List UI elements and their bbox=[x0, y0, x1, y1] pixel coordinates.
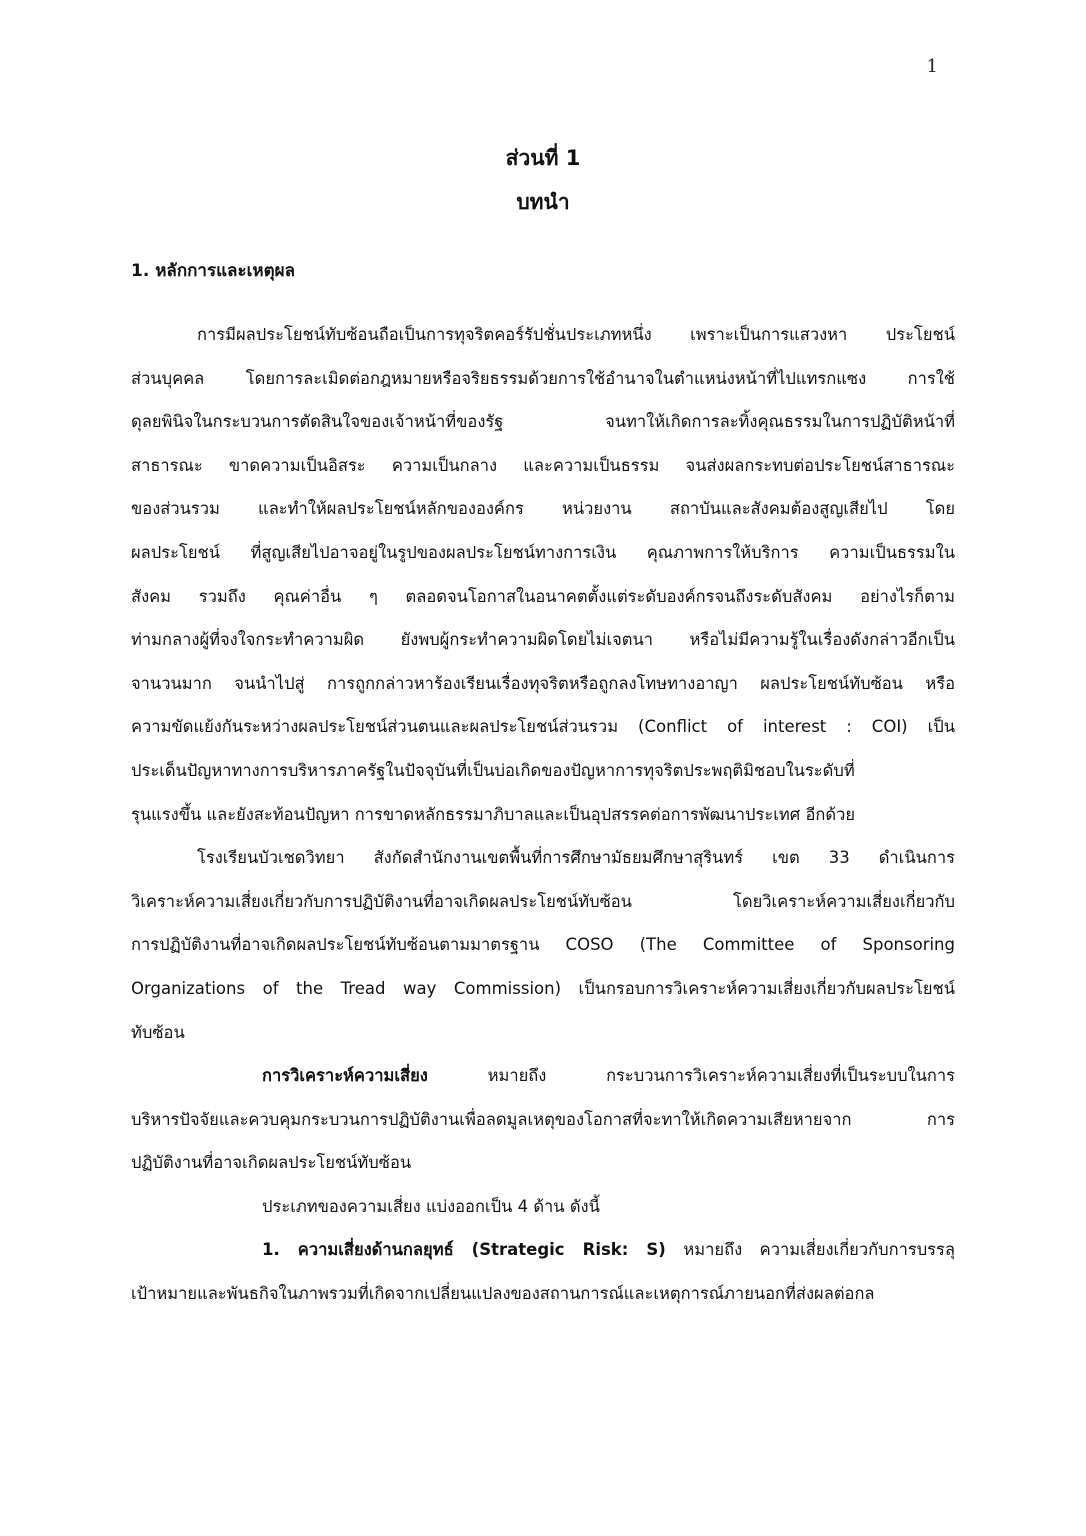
paragraph-text: หมายถึง กระบวนการวิเคราะห์ความเสี่ยงที่เป็นระบบในการ bbox=[427, 1066, 955, 1086]
paragraph-line: ท่ามกลางผู้ที่จงใจกระทำความผิด ยังพบผู้กระทำความผิดโดยไม่เจตนา หรือไม่มีความรู้ในเรื่องดังกล่าวอีกเป็น bbox=[131, 630, 955, 650]
paragraph-line: เป้าหมายและพันธกิจในภาพรวมที่เกิดจากเปลี่ยนแปลงของสถานการณ์และเหตุการณ์ภายนอกที่ส่งผลต่อกล bbox=[131, 1284, 875, 1304]
paragraph-line: สังคม รวมถึง คุณค่าอื่น ๆ ตลอดจนโอกาสในอนาคตตั้งแต่ระดับองค์กรจนถึงระดับสังคม อย่างไรก็ตาม bbox=[131, 586, 955, 606]
paragraph-line: สาธารณะ ขาดความเป็นอิสระ ความเป็นกลาง และความเป็นธรรม จนส่งผลกระทบต่อประโยชน์สาธารณะ bbox=[131, 455, 955, 475]
chapter-title: บทนำ bbox=[516, 190, 570, 214]
paragraph-line: จานวนมาก จนนำไปสู่ การถูกกล่าวหาร้องเรียนเรื่องทุจริตหรือถูกลงโทษทางอาญา ผลประโยชน์ทับซ้อน หรือ bbox=[131, 673, 955, 693]
paragraph-line: รุนแรงขึ้น และยังสะท้อนปัญหา การขาดหลักธรรมาภิบาลและเป็นอุปสรรคต่อการพัฒนาประเทศ อีกด้วย bbox=[131, 804, 856, 824]
paragraph-line: ผลประโยชน์ ที่สูญเสียไปอาจอยู่ในรูปของผลประโยชน์ทางการเงิน คุณภาพการให้บริการ ความเป็นธรรมใน bbox=[131, 542, 955, 562]
paragraph-line: ดุลยพินิจในกระบวนการตัดสินใจของเจ้าหน้าที่ของรัฐ จนทาให้เกิดการละทิ้งคุณธรรมในการปฏิบัติหน้าที่ bbox=[131, 412, 955, 432]
paragraph-line bbox=[131, 1054, 955, 1098]
paragraph-line: ส่วนบุคคล โดยการละเมิดต่อกฎหมายหรือจริยธรรมด้วยการใช้อำนาจในตำแหน่งหน้าที่ไปแทรกแซง การใช้ bbox=[131, 368, 955, 388]
paragraph-line: ประเภทของความเสี่ยง แบ่งออกเป็น 4 ด้าน ดังนี้ bbox=[262, 1196, 600, 1216]
paragraph-line: บริหารปัจจัยและควบคุมกระบวนการปฏิบัติงานเพื่อลดมูลเหตุของโอกาสที่จะทาให้เกิดความเสียหายจาก การ bbox=[131, 1109, 955, 1129]
term-risk-analysis: การวิเคราะห์ความเสี่ยง bbox=[262, 1066, 428, 1086]
page-number: 1 bbox=[926, 56, 938, 77]
term-strategic-risk: 1. ความเสี่ยงด้านกลยุทธ์ (Strategic Risk: S) bbox=[262, 1240, 666, 1260]
paragraph-line: ความขัดแย้งกันระหว่างผลประโยชน์ส่วนตนและผลประโยชน์ส่วนรวม (Conflict of interest : COI) เป็น bbox=[131, 717, 955, 737]
paragraph-line: การปฏิบัติงานที่อาจเกิดผลประโยชน์ทับซ้อนตามมาตรฐาน COSO (The Committee of Sponsoring bbox=[131, 935, 955, 955]
paragraph-line: ของส่วนรวม และทำให้ผลประโยชน์หลักขององค์กร หน่วยงาน สถาบันและสังคมต้องสูญเสียไป โดย bbox=[131, 499, 955, 519]
paragraph-line bbox=[131, 1228, 955, 1272]
paragraph-line: วิเคราะห์ความเสี่ยงเกี่ยวกับการปฏิบัติงานที่อาจเกิดผลประโยชน์ทับซ้อน โดยวิเคราะห์ความเสี่ยงเกี่ยวกับ bbox=[131, 891, 955, 911]
paragraph-line: โรงเรียนบัวเชดวิทยา สังกัดสำนักงานเขตพื้นที่การศึกษามัธยมศึกษาสุรินทร์ เขต 33 ดำเนินการ bbox=[197, 848, 955, 868]
paragraph-line: ปฏิบัติงานที่อาจเกิดผลประโยชน์ทับซ้อน bbox=[131, 1153, 412, 1173]
paragraph-line: ประเด็นปัญหาทางการบริหารภาครัฐในปัจจุบันที่เป็นบ่อเกิดของปัญหาการทุจริตประพฤติมิชอบในระดับที่ bbox=[131, 760, 855, 780]
paragraph-text: หมายถึง ความเสี่ยงเกี่ยวกับการบรรลุ bbox=[665, 1240, 955, 1260]
part-title: ส่วนที่ 1 bbox=[505, 146, 581, 170]
title-block bbox=[0, 136, 1086, 224]
paragraph-line: การมีผลประโยชน์ทับซ้อนถือเป็นการทุจริตคอร์รัปชั่นประเภทหนึ่ง เพราะเป็นการแสวงหา ประโยชน์ bbox=[197, 325, 955, 344]
paragraph-line: Organizations of the Tread way Commission) เป็นกรอบการวิเคราะห์ความเสี่ยงเกี่ยวกับผลประโยชน์ bbox=[131, 978, 955, 998]
section-heading: 1. หลักการและเหตุผล bbox=[131, 261, 296, 281]
body-text bbox=[131, 313, 955, 1316]
paragraph-line: ทับซ้อน bbox=[131, 1022, 185, 1042]
